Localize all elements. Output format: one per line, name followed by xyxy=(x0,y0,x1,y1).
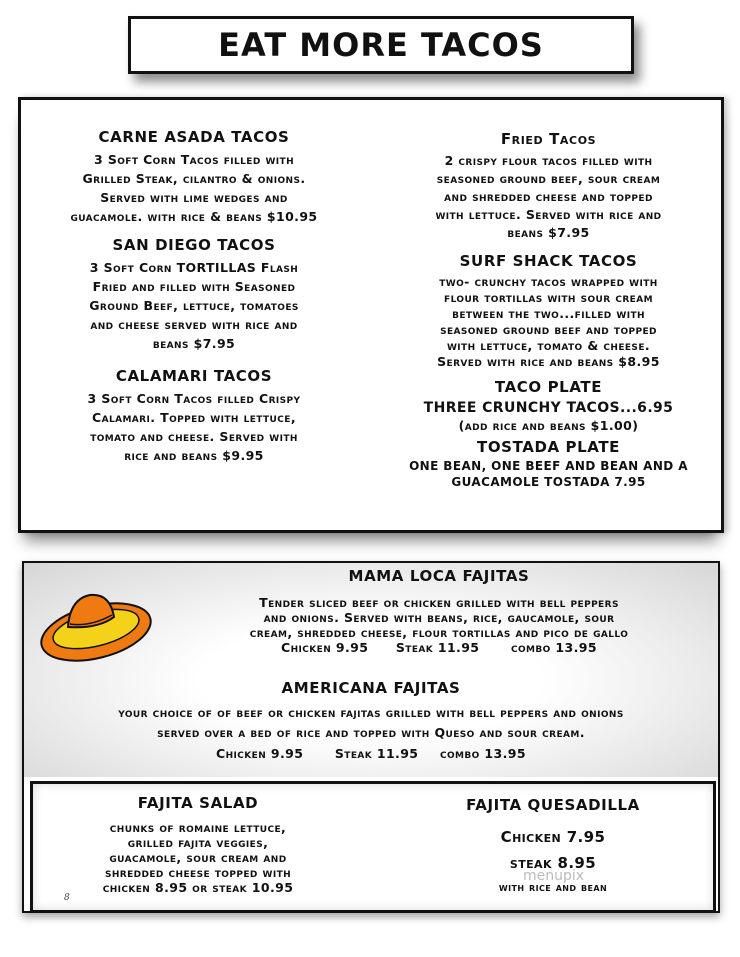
item-desc-line: between the two...filled with xyxy=(452,306,645,321)
item-desc-line: 3 Soft Corn Tacos filled with xyxy=(93,152,295,167)
item-title: SURF SHACK TACOS xyxy=(459,252,638,270)
price-row xyxy=(164,640,714,656)
item-desc-line: steak 8.95 xyxy=(509,854,597,872)
item-desc-line: and shredded cheese and topped xyxy=(444,189,653,204)
item-desc-line: 3 Soft Corn TORTILLAS Flash xyxy=(89,260,299,275)
item-desc-line: GUACAMOLE TOSTADA 7.95 xyxy=(451,475,646,489)
item-title: AMERICANA FAJITAS xyxy=(281,679,461,697)
watermark: menupix xyxy=(523,868,585,884)
menu-item-san-diego xyxy=(29,236,359,353)
item-desc-line: tomato and cheese. Served with xyxy=(90,429,298,444)
item-desc-line: served over a bed of rice and topped with Queso and sour cream. xyxy=(157,725,585,740)
item-desc-line: Chicken 7.95 xyxy=(500,828,606,846)
item-desc-line: with lettuce. Served with rice and xyxy=(435,207,662,222)
menu-item-surf-shack xyxy=(381,252,716,370)
item-desc-line: Calamari. Topped with lettuce, xyxy=(92,410,296,425)
item-desc-line: (add rice and beans $1.00) xyxy=(458,418,639,433)
item-desc-line: flour tortillas with sour cream xyxy=(444,290,653,305)
menu-header xyxy=(128,16,634,74)
price-chicken: Chicken 9.95 xyxy=(216,746,304,761)
item-desc-line: Tender sliced beef or chicken grilled with bell peppers xyxy=(259,595,619,610)
menu-item-fajita-salad xyxy=(43,794,353,895)
salad-quesadilla-box xyxy=(30,781,716,913)
price-row xyxy=(24,744,718,764)
item-desc-line: beans $7.95 xyxy=(507,225,590,240)
item-title: FAJITA QUESADILLA xyxy=(466,796,640,814)
item-desc-line: seasoned ground beef and topped xyxy=(440,322,657,337)
item-desc-line: Served with rice and beans $8.95 xyxy=(437,354,660,369)
item-desc-line: 3 Soft Corn Tacos filled Crispy xyxy=(87,391,301,406)
item-desc-line: grilled fajita veggies, xyxy=(127,835,269,850)
item-desc-line: with rice and bean xyxy=(498,880,608,894)
item-desc-line: guacamole. with rice & beans $10.95 xyxy=(70,209,318,224)
item-desc-line: guacamole, sour cream and xyxy=(109,850,287,865)
item-desc-line: with lettuce, tomato & cheese. xyxy=(446,338,651,353)
item-desc-line: and onions. Served with beans, rice, gaucamole, sour xyxy=(263,610,615,625)
item-desc-line: and cheese served with rice and xyxy=(90,317,298,332)
item-desc-line: Ground Beef, lettuce, tomatoes xyxy=(89,298,299,313)
fajitas-upper-section xyxy=(24,563,718,777)
item-desc-line: Served with lime wedges and xyxy=(100,190,288,205)
item-desc-line: two- crunchy tacos wrapped with xyxy=(439,274,658,289)
menu-item-mama-loca xyxy=(164,567,714,656)
price-steak: Steak 11.95 xyxy=(395,640,480,655)
item-title: CALAMARI TACOS xyxy=(115,367,273,385)
price-combo: combo 13.95 xyxy=(510,640,597,655)
item-desc-line: chicken 8.95 or steak 10.95 xyxy=(102,880,294,895)
item-desc-line: 2 crispy flour tacos filled with xyxy=(444,153,653,168)
item-desc-line: shredded cheese topped with xyxy=(104,865,292,880)
menu-item-taco-plate xyxy=(381,378,716,434)
item-title: TOSTADA PLATE xyxy=(476,438,621,456)
item-title: FAJITA SALAD xyxy=(137,794,259,812)
item-desc-line: chunks of romaine lettuce, xyxy=(109,820,287,835)
menu-item-americana xyxy=(24,679,718,764)
tacos-panel xyxy=(18,97,724,533)
menu-item-calamari xyxy=(29,367,359,465)
item-title: TACO PLATE xyxy=(494,378,603,396)
item-desc-line: Fried and filled with Seasoned xyxy=(92,279,296,294)
fajitas-panel xyxy=(22,561,720,913)
item-title: CARNE ASADA TACOS xyxy=(98,128,290,146)
item-desc-line: cream, shredded cheese, flour tortillas and pico de gallo xyxy=(249,625,629,640)
menu-item-carne-asada xyxy=(29,128,359,226)
item-title: MAMA LOCA FAJITAS xyxy=(348,567,530,585)
menu-item-fried-tacos xyxy=(381,130,716,242)
price-combo: combo 13.95 xyxy=(439,746,526,761)
item-desc-line: Grilled Steak, cilantro & onions. xyxy=(82,171,306,186)
price-steak: Steak 11.95 xyxy=(334,746,419,761)
sombrero-icon xyxy=(38,577,160,667)
tacos-right-column xyxy=(381,130,716,490)
item-title: Fried Tacos xyxy=(500,130,597,148)
menu-item-tostada-plate xyxy=(381,438,716,490)
page-title: EAT MORE TACOS xyxy=(218,26,544,64)
item-desc-line: ONE BEAN, ONE BEEF AND BEAN AND A xyxy=(409,459,688,473)
item-desc-line: rice and beans $9.95 xyxy=(124,448,264,463)
tacos-left-column xyxy=(29,128,359,465)
price-chicken: Chicken 9.95 xyxy=(281,640,369,655)
item-desc-line: beans $7.95 xyxy=(152,336,236,351)
item-desc-line: your choice of of beef or chicken fajitas grilled with bell peppers and onions xyxy=(118,705,624,720)
item-desc-line: seasoned ground beef, sour cream xyxy=(436,171,661,186)
item-desc-line: THREE CRUNCHY TACOS...6.95 xyxy=(423,400,674,416)
page-number: 8 xyxy=(64,893,70,903)
item-title: SAN DIEGO TACOS xyxy=(112,236,276,254)
